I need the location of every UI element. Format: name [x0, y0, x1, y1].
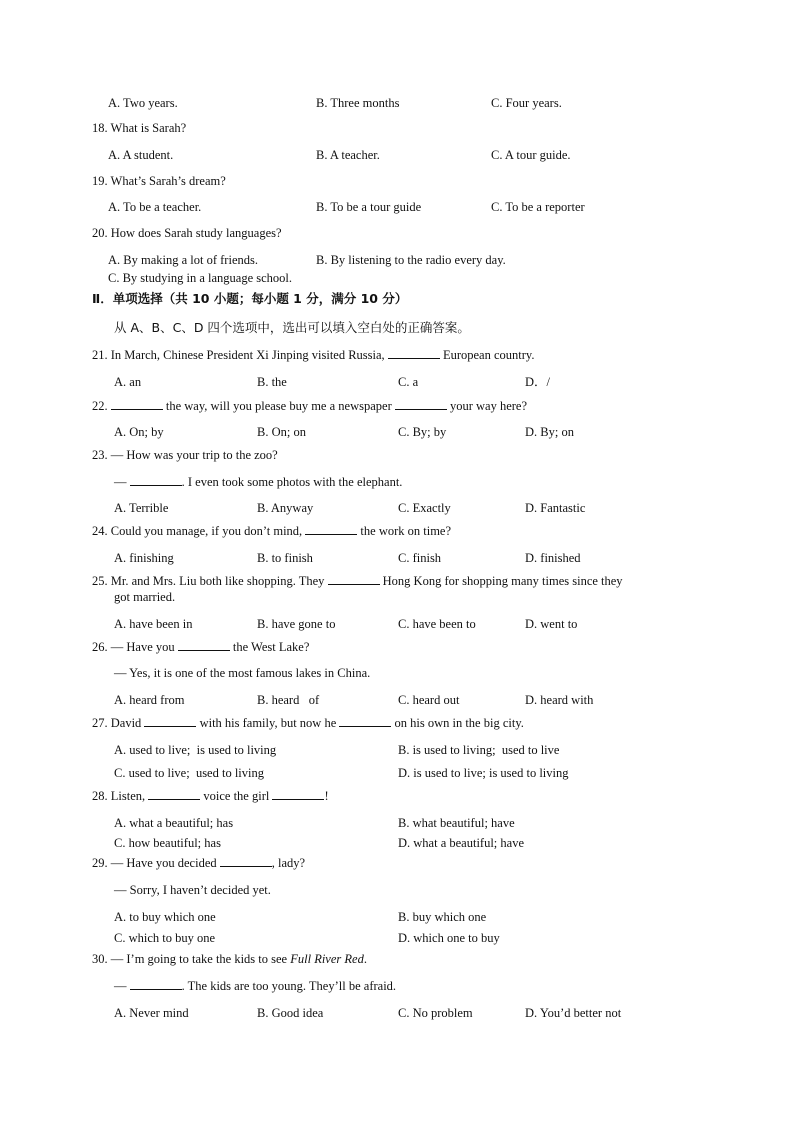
q25-option-a: A. have been in [114, 617, 193, 631]
q23-option-b: B. Anyway [257, 501, 314, 515]
q24-stem [92, 523, 451, 539]
q29-option-a: A. to buy which one [114, 910, 216, 924]
q27-stem-c: on his own in the big city. [394, 716, 524, 730]
q25-stem [92, 573, 623, 589]
q22-stem-c: your way here? [449, 399, 528, 413]
q18-option-a: A. A student. [108, 148, 174, 162]
q30-stem-end: . [363, 952, 367, 966]
q19-option-a: A. To be a teacher. [108, 200, 202, 214]
q30-film-title: Full River Red [290, 952, 364, 966]
q28-option-b: B. what beautiful; have [398, 816, 515, 830]
q22-option-b: B. On; on [257, 425, 306, 439]
q27-option-c: C. used to live; used to living [114, 766, 264, 780]
q22-option-a: A. On; by [114, 425, 164, 439]
q28-option-c: C. how beautiful; has [114, 836, 221, 850]
q21-option-d: D．/ [525, 375, 551, 389]
q28-stem-a: 28. Listen, [92, 789, 146, 803]
q29-option-c: C. which to buy one [114, 931, 216, 945]
q17-option-c: C. Four years. [491, 96, 562, 110]
q30-stem [92, 951, 367, 967]
q28-option-d: D. what a beautiful; have [398, 836, 524, 850]
answer-blank [111, 398, 163, 410]
answer-blank [328, 573, 380, 585]
q25-stem-a: 25. Mr. and Mrs. Liu both like shopping. They [92, 574, 325, 588]
q23-reply [114, 474, 402, 490]
q20-option-c: C. By studying in a language school. [108, 271, 293, 285]
q22-stem-a: 22. [92, 399, 108, 413]
q29-stem-b: , lady? [271, 856, 306, 870]
answer-blank [388, 347, 440, 359]
q30-option-c: C. No problem [398, 1006, 473, 1020]
q22-option-d: D. By; on [525, 425, 574, 439]
q27-stem-b: with his family, but now he [199, 716, 337, 730]
q23-reply-dash: — [114, 475, 127, 489]
q24-stem-b: the work on time? [360, 524, 452, 538]
q29-option-d: D. which one to buy [398, 931, 500, 945]
q30-option-b: B. Good idea [257, 1006, 324, 1020]
q27-option-b: B. is used to living; used to live [398, 743, 560, 757]
answer-blank [305, 523, 357, 535]
q25-option-d: D. went to [525, 617, 578, 631]
q28-option-a: A. what a beautiful; has [114, 816, 234, 830]
q20-stem: 20. How does Sarah study languages? [92, 226, 282, 240]
q29-stem [92, 855, 305, 871]
q25-stem-cont: got married. [114, 590, 176, 604]
q21-stem-a: 21. In March, Chinese President Xi Jinping visited Russia, [92, 348, 385, 362]
q25-stem-b: Hong Kong for shopping many times since they [382, 574, 623, 588]
answer-blank [148, 788, 200, 800]
q18-option-b: B. A teacher. [316, 148, 380, 162]
answer-blank [144, 715, 196, 727]
q22-option-c: C. By; by [398, 425, 447, 439]
q27-stem-a: 27. David [92, 716, 142, 730]
q25-option-c: C. have been to [398, 617, 476, 631]
q19-option-b: B. To be a tour guide [316, 200, 422, 214]
q30-option-d: D. You’d better not [525, 1006, 622, 1020]
q17-option-b: B. Three months [316, 96, 400, 110]
q30-reply-dash: — [114, 979, 127, 993]
answer-blank [178, 639, 230, 651]
q21-option-b: B. the [257, 375, 287, 389]
q30-reply-text: . The kids are too young. They’ll be afraid. [181, 979, 397, 993]
q24-option-c: C. finish [398, 551, 442, 565]
q26-reply: — Yes, it is one of the most famous lakes in China. [114, 666, 371, 680]
q28-stem [92, 788, 329, 804]
q24-option-a: A. finishing [114, 551, 174, 565]
q23-option-a: A. Terrible [114, 501, 169, 515]
q19-option-c: C. To be a reporter [491, 200, 585, 214]
q26-stem-b: the West Lake? [232, 640, 310, 654]
q21-stem [92, 347, 534, 363]
q27-option-a: A. used to live; is used to living [114, 743, 277, 757]
q29-reply: — Sorry, I haven’t decided yet. [114, 883, 271, 897]
q23-option-c: C. Exactly [398, 501, 451, 515]
q28-stem-b: voice the girl [203, 789, 270, 803]
answer-blank [220, 855, 272, 867]
q27-stem [92, 715, 524, 731]
q21-option-c: C. a [398, 375, 419, 389]
q27-option-d: D. is used to live; is used to living [398, 766, 569, 780]
q26-stem-a: 26. — Have you [92, 640, 175, 654]
q26-stem [92, 639, 309, 655]
q21-option-a: A. an [114, 375, 142, 389]
q24-option-d: D. finished [525, 551, 581, 565]
q22-stem [92, 398, 527, 414]
q25-option-b: B. have gone to [257, 617, 336, 631]
q17-option-a: A. Two years. [108, 96, 178, 110]
answer-blank [272, 788, 324, 800]
section-2-title: Ⅱ．单项选择（共 10 小题；每小题 1 分，满分 10 分） [92, 291, 408, 306]
q26-option-a: A. heard from [114, 693, 185, 707]
q28-stem-c: ! [324, 789, 329, 803]
q23-stem: 23. — How was your trip to the zoo? [92, 448, 278, 462]
q22-stem-b: the way, will you please buy me a newspaper [165, 399, 392, 413]
q30-option-a: A. Never mind [114, 1006, 189, 1020]
q23-option-d: D. Fantastic [525, 501, 586, 515]
q21-stem-b: European country. [442, 348, 535, 362]
q24-option-b: B. to finish [257, 551, 313, 565]
q26-option-d: D. heard with [525, 693, 594, 707]
answer-blank [130, 474, 182, 486]
q29-stem-a: 29. — Have you decided [92, 856, 217, 870]
q19-stem: 19. What’s Sarah’s dream? [92, 174, 226, 188]
section-2-instruction: 从 A、B、C、D 四个选项中，选出可以填入空白处的正确答案。 [114, 320, 470, 335]
q20-option-b: B. By listening to the radio every day. [316, 253, 506, 267]
q20-option-a: A. By making a lot of friends. [108, 253, 258, 267]
q30-stem-a: 30. — I’m going to take the kids to see [92, 952, 288, 966]
q24-stem-a: 24. Could you manage, if you don’t mind, [92, 524, 303, 538]
q29-option-b: B. buy which one [398, 910, 487, 924]
q26-option-b: B. heard of [257, 693, 320, 707]
q18-option-c: C. A tour guide. [491, 148, 571, 162]
answer-blank [339, 715, 391, 727]
answer-blank [130, 978, 182, 990]
q23-reply-text: . I even took some photos with the elephant. [181, 475, 403, 489]
q30-reply [114, 978, 396, 994]
answer-blank [395, 398, 447, 410]
q18-stem: 18. What is Sarah? [92, 121, 187, 135]
q26-option-c: C. heard out [398, 693, 460, 707]
